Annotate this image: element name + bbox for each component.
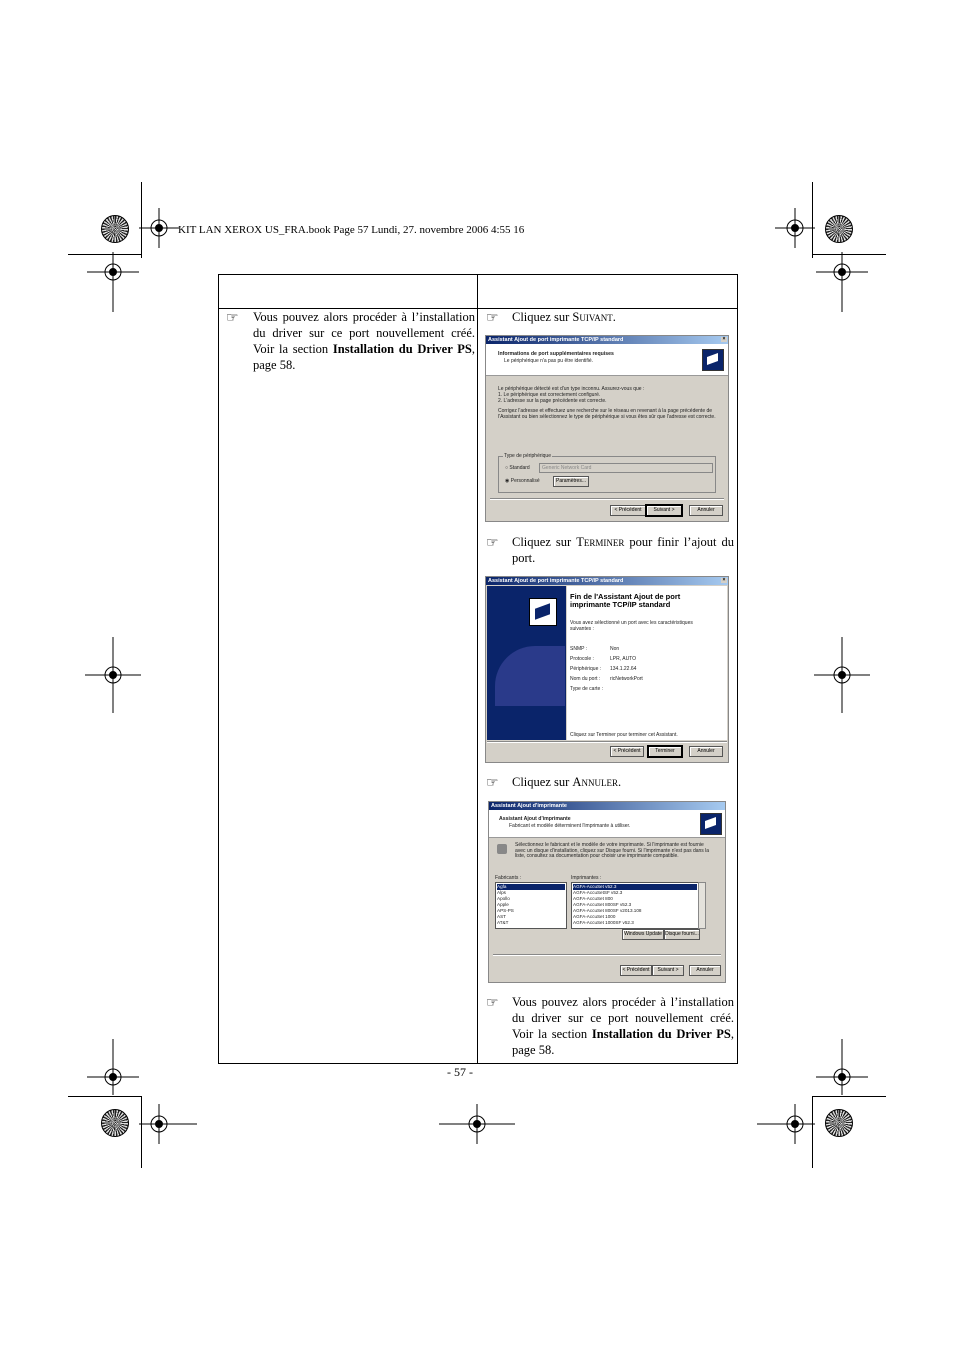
close-icon[interactable]: × — [722, 336, 726, 342]
device-type-group: Type de périphérique ○ Standard Generic Network Card ◉ Personnalisé Paramètres... — [498, 456, 716, 493]
prop-row: Protocole : LPR, AUTO — [570, 656, 637, 662]
list-item[interactable]: AT&T — [497, 920, 509, 925]
list-item[interactable]: Apple — [497, 902, 509, 907]
list-item[interactable]: Apollo — [497, 896, 510, 901]
previous-button[interactable]: < Précédent — [620, 965, 652, 976]
dialog-header: Assistant Ajout d'imprimante Fabricant et modèle déterminent l'imprimante à utiliser. — [489, 810, 725, 838]
list-item[interactable]: AGFA-AccuSet 1000 — [573, 914, 616, 919]
settings-button[interactable]: Paramètres... — [553, 476, 589, 487]
printer-icon — [700, 813, 722, 835]
printer-wizard-icon — [529, 598, 557, 626]
finish-button[interactable]: Terminer — [648, 746, 682, 757]
list-item[interactable]: AGFA-AccuSet 800 — [573, 896, 613, 901]
list-item[interactable]: AGFA-AccuSet 800SF v52.3 — [573, 902, 632, 907]
previous-button[interactable]: < Précédent — [610, 746, 644, 757]
radio-custom[interactable]: ◉ Personnalisé — [505, 478, 540, 484]
list-item[interactable]: Agfa — [497, 884, 565, 890]
windows-update-button[interactable]: Windows Update — [622, 929, 664, 940]
manufacturers-list[interactable] — [495, 882, 567, 929]
left-paragraph: Vous pouvez alors procéder à l’installation du driver sur ce port nouvellement créé. Voir la section Installation du Driver PS, page 58. — [253, 310, 475, 372]
list-item[interactable]: Alps — [497, 890, 506, 895]
prop-row: Type de carte : — [570, 686, 604, 692]
radio-standard[interactable]: ○ Standard — [505, 465, 530, 471]
cancel-button[interactable]: Annuler — [689, 965, 721, 976]
dialog-header: Informations de port supplémentaires requises Le périphérique n'a pas pu être identifié. — [486, 344, 728, 376]
previous-button[interactable]: < Précédent — [610, 505, 646, 516]
page-number: - 57 - — [447, 1065, 473, 1079]
step-finish: Cliquez sur Terminer pour finir l’ajout du port. — [512, 535, 734, 565]
have-disk-button[interactable]: Disque fourni... — [664, 929, 700, 940]
step-next: Cliquez sur Suivant. — [512, 310, 616, 324]
list-item[interactable]: AGFA-AccuSet 800SF v2013.108 — [573, 908, 642, 913]
prop-row: SNMP : Non — [570, 646, 620, 652]
disk-icon — [497, 844, 507, 854]
list-item[interactable]: AGFA-AccuSetSF v52.3 — [573, 890, 623, 895]
list-item[interactable]: AGFA-AccuSet 1000SF v52.3 — [573, 920, 634, 925]
step-cancel: Cliquez sur Annuler. — [512, 775, 622, 789]
close-icon[interactable]: × — [722, 577, 726, 583]
dialog-titlebar: Assistant Ajout d'imprimante — [489, 802, 725, 810]
dialog-port-info: Assistant Ajout de port imprimante TCP/IP standard × Informations de port supplémentaires requises Le périphérique n'a pas pu être identifié. Le périphérique détecté est d'un type inconnu. Assurez-vous que : 1. Le périphérique est correctement configuré. 2. L'adresse sur la page précédente est correcte. Corrigez l'adresse et effectuez une recherche sur le réseau en revenant à la page précédente de l'Assistant ou bien sélectionnez le type de périphérique si vous êtes sûr que l'adresse est correcte. Type de périphérique ○ Standard Generic Network Card ◉ Personnalisé Paramètres... < Précédent Suivant > Annuler — [485, 335, 729, 522]
wizard-side-banner — [487, 586, 566, 740]
pointing-hand-icon: ☞ — [486, 775, 499, 791]
printers-scrollbar[interactable] — [698, 882, 706, 929]
standard-device-select[interactable]: Generic Network Card — [539, 463, 713, 473]
step-install-driver: Vous pouvez alors procéder à l’installation du driver sur ce port nouvellement créé. Voir la section Installation du Driver PS, page 58. — [512, 995, 734, 1057]
pointing-hand-icon: ☞ — [486, 995, 499, 1011]
pointing-hand-icon: ☞ — [226, 310, 239, 326]
finish-content: Fin de l'Assistant Ajout de port imprimante TCP/IP standard Vous avez sélectionné un port avec les caractéristiques suivantes : SNMP : Non Protocole : LPR, AUTO Périphérique : 134.1.22.64 Nom du port : ricNetworkPort Type de carte : Cliquez sur Terminer pour terminer cet Assistant. — [567, 586, 727, 740]
prop-row: Périphérique : 134.1.22.64 — [570, 666, 637, 672]
port-characteristics — [570, 644, 720, 694]
next-button[interactable]: Suivant > — [652, 965, 684, 976]
pointing-hand-icon: ☞ — [486, 310, 499, 326]
pointing-hand-icon: ☞ — [486, 535, 499, 551]
printers-list[interactable] — [571, 882, 699, 929]
cancel-button[interactable]: Annuler — [689, 505, 723, 516]
list-item[interactable]: AST — [497, 914, 506, 919]
dialog-titlebar: Assistant Ajout de port imprimante TCP/IP standard × — [486, 336, 728, 344]
list-item[interactable]: AGFA-AccuSet v52.3 — [573, 884, 697, 890]
table-column-divider — [477, 274, 478, 1063]
list-item[interactable]: APS-PS — [497, 908, 514, 913]
dialog-finish — [485, 576, 729, 763]
book-header: KIT LAN XEROX US_FRA.book Page 57 Lundi, 27. novembre 2006 4:55 16 — [178, 224, 525, 236]
dialog-titlebar: Assistant Ajout de port imprimante TCP/IP standard × — [486, 577, 728, 585]
dialog-add-printer: Assistant Ajout d'imprimante Assistant Ajout d'imprimante Fabricant et modèle déterminent l'imprimante à utiliser. Sélectionnez le fabricant et le modèle de votre imprimante. Si l'imprimante est fournie avec un disque d'installation, cliquez sur Disque fourni. Si l'imprimante n'est pas dans la liste, consultez sa documentation pour choisir une imprimante compatible. Fabricants : Imprimantes : Agfa Alps Apollo Apple APS-PS AST AT&T AGFA-AccuSet v52.3 AGFA-AccuSetSF v52.3 AGFA-AccuSet 800 AGFA-AccuSet 800SF v52.3 AGFA-AccuSet 800SF v2013.108 AGFA-AccuSet 1000 AGFA-AccuSet 1000SF v52.3 Windows Update Disque fourni... < Précédent Suivant > Annuler — [488, 801, 726, 983]
prop-row: Nom du port : ricNetworkPort — [570, 676, 643, 682]
cancel-button[interactable]: Annuler — [689, 746, 723, 757]
next-button[interactable]: Suivant > — [646, 505, 682, 516]
printer-port-icon — [702, 349, 724, 371]
